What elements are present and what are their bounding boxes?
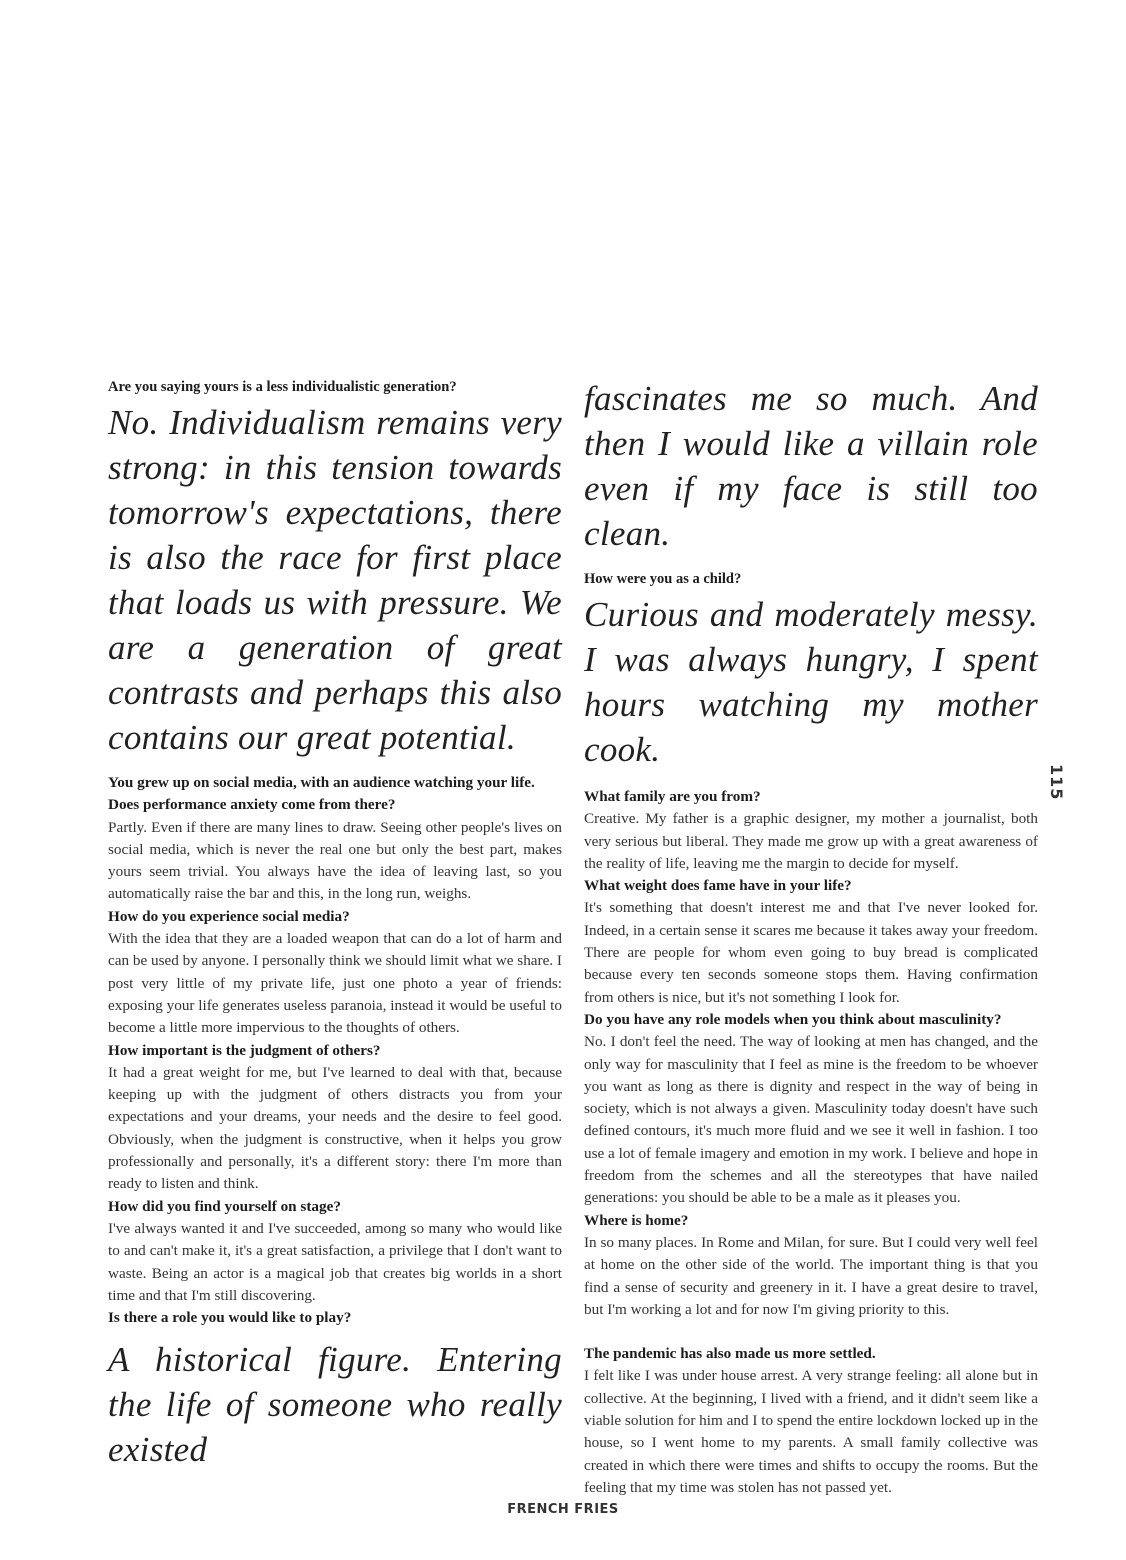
question-pandemic: The pandemic has also made us more settled.: [584, 1345, 876, 1363]
page-number: 115: [1047, 764, 1066, 801]
answer-fame: It's something that doesn't interest me and that I've never looked for. Indeed, in a certain sense it scares me because it takes away your freedom. There are people for whom even going to buy bread is complicated because every ten seconds someone stops them. Having confirmation from others is nice, but it's not something I look for.: [584, 899, 1038, 1006]
answer-on-stage: I've always wanted it and I've succeeded, among so many who would like to and can't make it, it's a great satisfaction, a privilege that I don't want to waste. Being an actor is a magical job that creates big worlds in a short time and that I'm still discovering.: [108, 1219, 562, 1304]
question-on-stage: How did you find yourself on stage?: [108, 1197, 341, 1215]
right-column: [584, 376, 1038, 1499]
question-as-a-child: How were you as a child?: [584, 571, 742, 587]
answer-family: Creative. My father is a graphic designer, my mother a journalist, both very serious but liberal. They made me grow up with a great awareness of the reality of life, leaving me the margin to decide for myself.: [584, 810, 1038, 872]
answer-judgment-of-others: It had a great weight for me, but I've learned to deal with that, because keeping up with the judgment of others distracts you from your expectations and your dreams, your needs and the desire to feel good. Obviously, when the judgment is constructive, when it helps you grow professionally and personally, it's a different story: there I'm more than ready to listen and think.: [108, 1063, 562, 1193]
question-fame: What weight does fame have in your life?: [584, 877, 852, 895]
pull-quote-historical-figure: A historical figure. Entering the life of someone who really existed: [108, 1340, 562, 1470]
question-judgment-of-others: How important is the judgment of others?: [108, 1041, 381, 1059]
pull-quote-individualism: No. Individualism remains very strong: in this tension towards tomorrow's expectations, there is also the race for first place that loads us with pressure. We are a generation of great contrasts and perhaps this also contains our great potential.: [108, 403, 562, 757]
answer-pandemic: I felt like I was under house arrest. A very strange feeling: all alone but in collective. At the beginning, I lived with a friend, and it didn't seem like a viable solution for him and I to spend the entire lockdown locked up in the house, so I went home to my parents. A small family collective was created in which there were times and shifts to occupy the rooms. But the feeling that my time was stolen has not passed yet.: [584, 1367, 1038, 1496]
answer-experience-social-media: With the idea that they are a loaded weapon that can do a lot of harm and can be used by anyone. I personally think we should limit what we share. I post very little of my private life, just one photo a year of friends: exposing your life generates useless paranoia, instead it would be useful to become a little more impervious to the thoughts of others.: [108, 930, 562, 1037]
answer-home: In so many places. In Rome and Milan, for sure. But I could very well feel at home on the other side of the world. The important thing is that you find a sense of security and greenery in it. I have a great desire to travel, but I'm working a lot and for now I'm giving priority to this.: [584, 1233, 1038, 1318]
question-masculinity: Do you have any role models when you think about masculinity?: [584, 1010, 1002, 1028]
magazine-footer: FRENCH FRIES: [507, 1502, 619, 1517]
answer-masculinity: No. I don't feel the need. The way of looking at men has changed, and the only way for masculinity that I feel as mine is the freedom to be whoever you want as long as there is dignity and respect in the way of being in society, which is not always a given. Masculinity today doesn't have such defined contours, it's much more fluid and we see it well in fashion. I too use a lot of female imagery and emotion in my work. I believe and hope in freedom from the schemes and all the stereotypes that have nailed generations: you should be able to be a male as it pleases you.: [584, 1033, 1038, 1207]
question-role-to-play: Is there a role you would like to play?: [108, 1309, 352, 1327]
question-family: What family are you from?: [584, 788, 761, 805]
question-generation: Are you saying yours is a less individualistic generation?: [108, 379, 457, 395]
pull-quote-villain-role: fascinates me so much. And then I would like a villain role even if my face is still too clean.: [584, 379, 1038, 553]
left-column: [108, 376, 562, 1472]
question-social-media-audience: You grew up on social media, with an audience watching your life. Does performance anxiety come from there?: [108, 774, 535, 814]
question-home: Where is home?: [584, 1211, 689, 1229]
question-experience-social-media: How do you experience social media?: [108, 907, 350, 925]
answer-social-media-audience: Partly. Even if there are many lines to draw. Seeing other people's lives on social media, which is never the real one but only the best part, makes yours seem trivial. You always have the idea of leaving last, so you automatically raise the bar and this, in the long run, weighs.: [108, 818, 562, 903]
section-gap: [584, 1321, 1038, 1343]
pull-quote-curious-messy: Curious and moderately messy. I was always hungry, I spent hours watching my mother cook.: [584, 595, 1038, 769]
